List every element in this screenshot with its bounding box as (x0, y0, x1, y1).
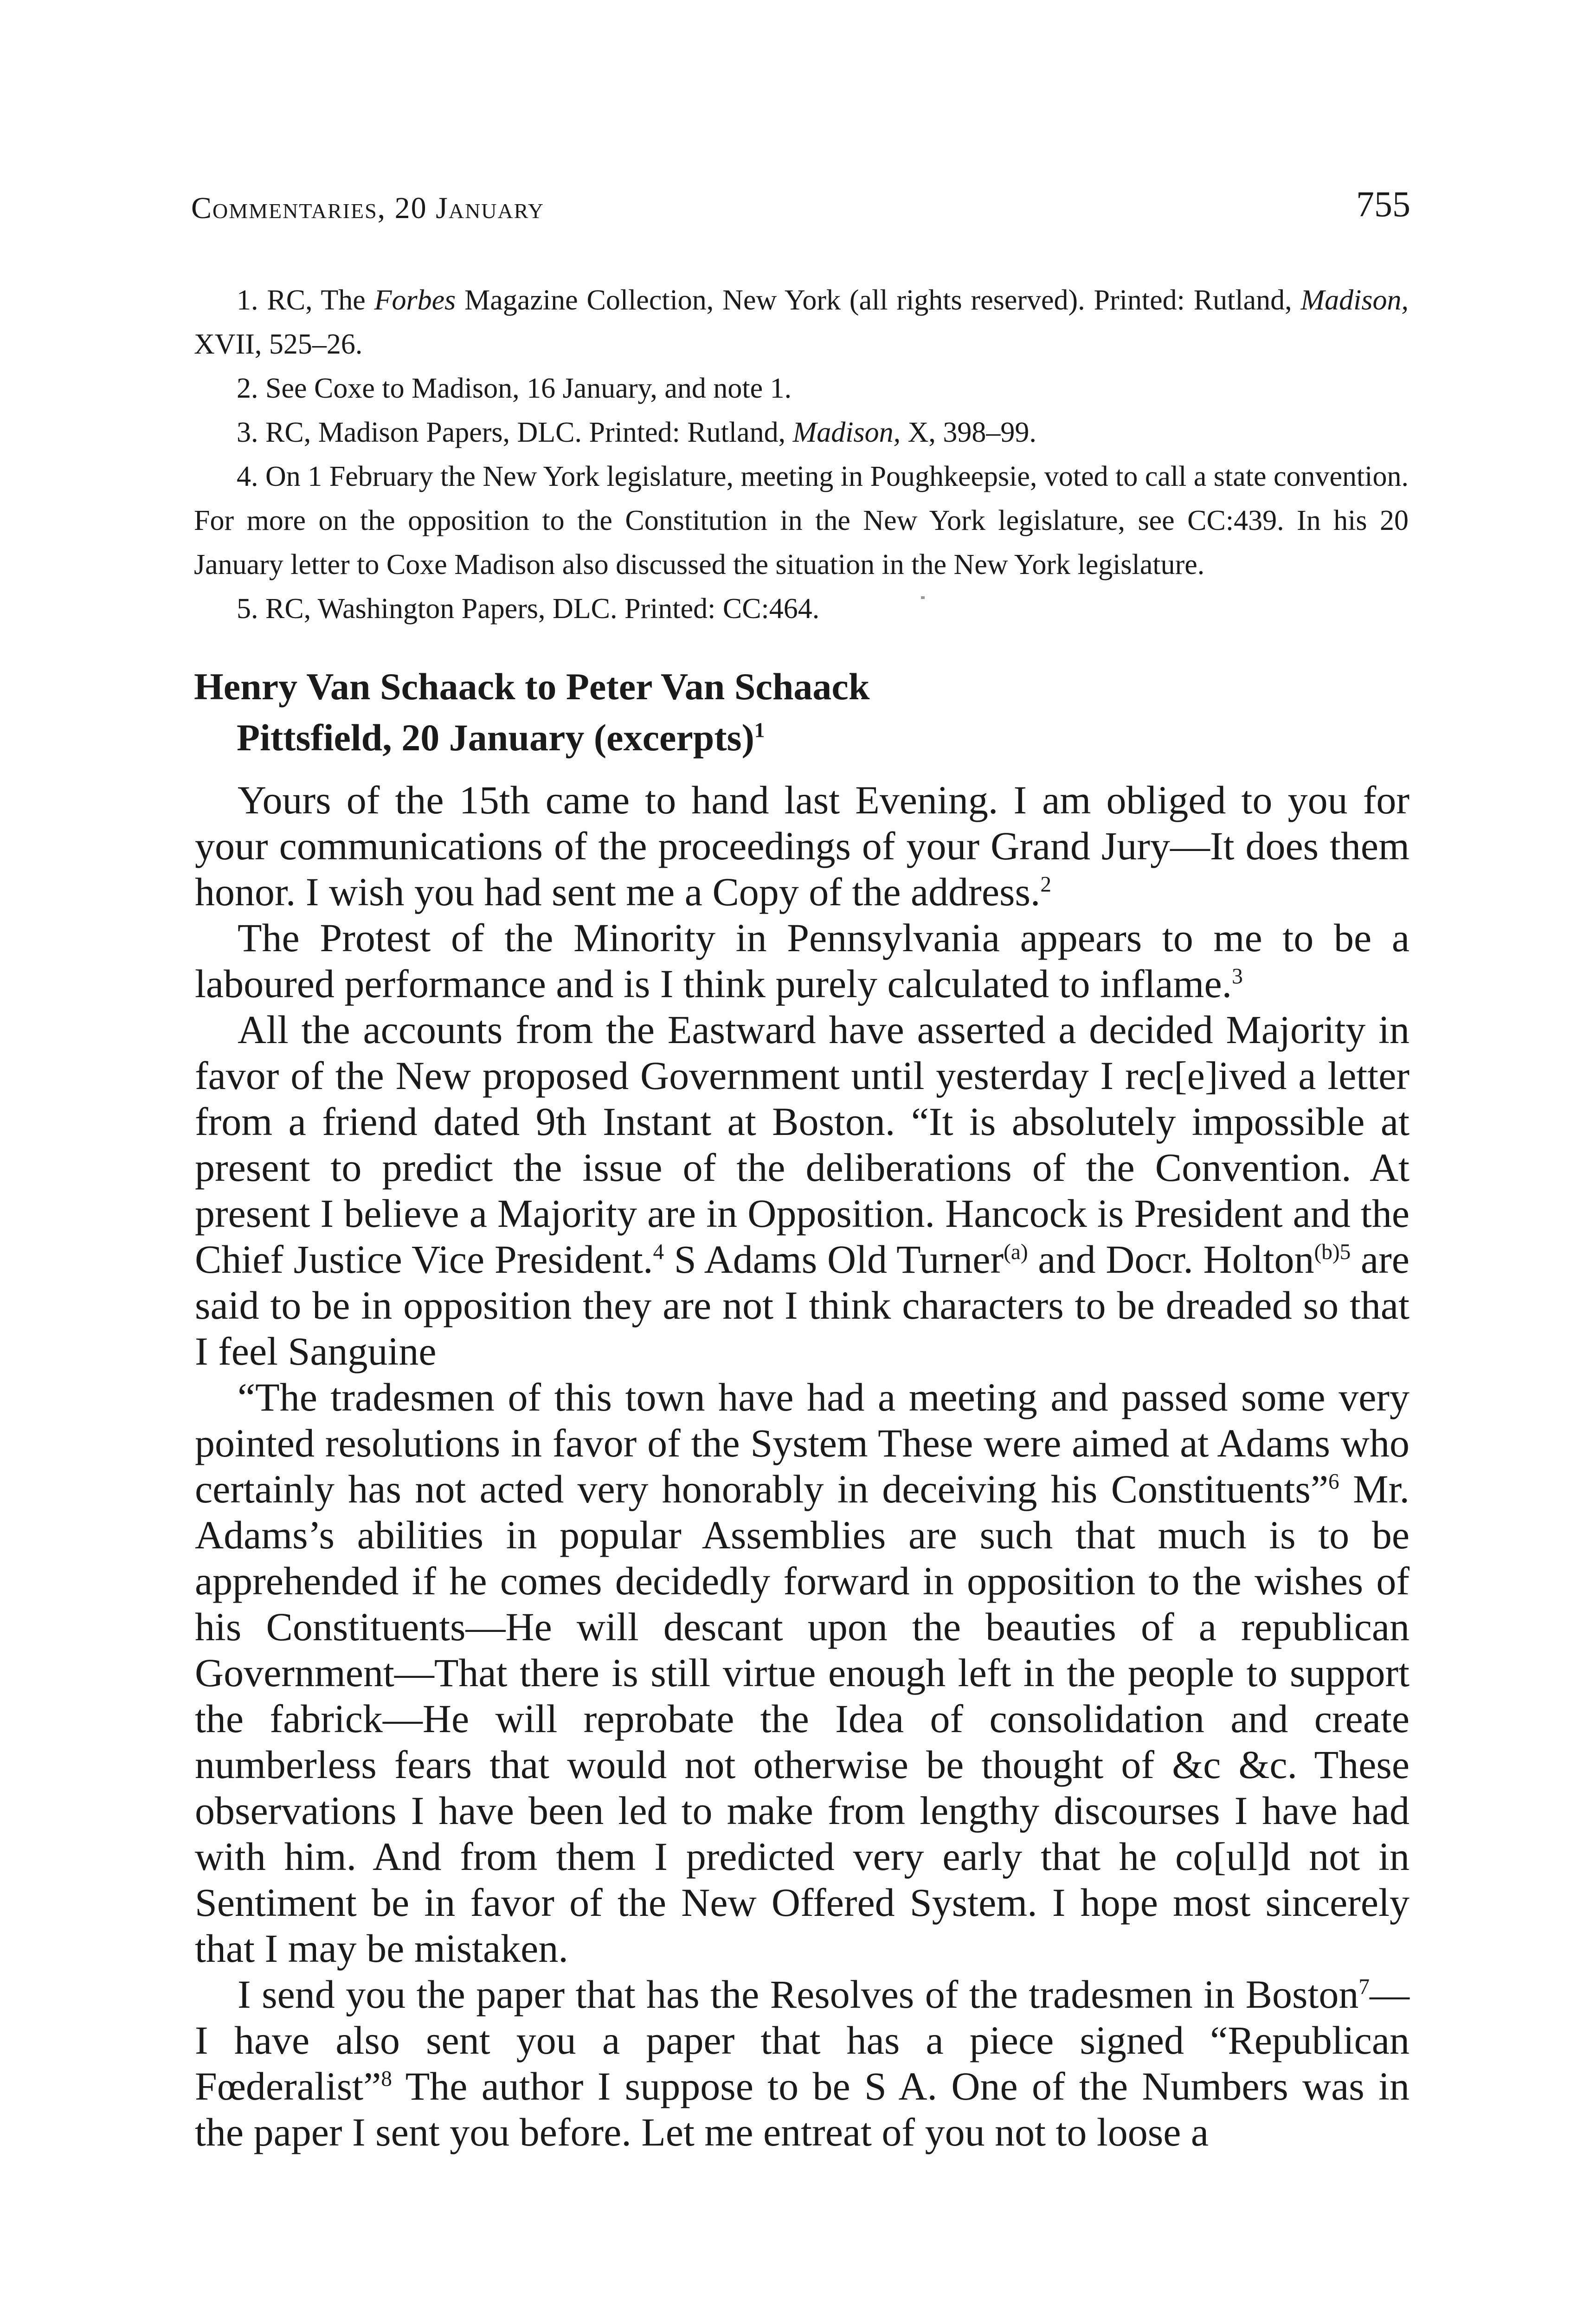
page-number: 755 (1356, 184, 1410, 224)
letter-heading-title: Henry Van Schaack to Peter Van Schaack (194, 665, 870, 708)
letter-body (195, 777, 1409, 2155)
footnote: 4. On 1 February the New York legislature, meeting in Poughkeepsie, voted to call a state convention. For more on the opposition to the Constitution in the New York legislature, see CC:439. In his 20 January letter to Coxe Madison also discussed the situation in the New York legislature. (194, 461, 1409, 580)
letter-heading-place-date: Pittsfield, 20 January (excerpts)$^1$ (237, 716, 765, 759)
body-paragraph: The Protest of the Minority in Pennsylvania appears to me to be a laboured performance and is I think purely calculated to inflame.$^3$ (195, 915, 1409, 1006)
footnote: 1. RC, The Forbes Magazine Collection, New York (all rights reserved). Printed: Rutland, Madison, XVII, 525–26. (194, 284, 1409, 360)
footnote: 5. RC, Washington Papers, DLC. Printed: CC:464. (237, 593, 820, 625)
note-reference: (a) (1004, 1240, 1028, 1264)
body-paragraph: “The tradesmen of this town have had a meeting and passed some very pointed resolutions in favor of the System These were aimed at Adams who certainly has not acted very honorably in deceiving his Constituents”$^6$ Mr. Adams’s abilities in popular Assemblies are such that much is to be apprehended if he comes decidedly forward in opposition to the wishes of his Constituents—He will descant upon the beauties of a republican Government—That there is still virtue enough left in the people to support the fabrick—He will reprobate the Idea of consolidation and create numberless fears that would not otherwise be thought of &c &c. These observations I have been led to make from lengthy discourses I have had with him. And from them I predicted very early that he co[ul]d not in Sentiment be in favor of the New Offered System. I hope most sincerely that I may be mistaken. (195, 1375, 1409, 1971)
running-title: Commentaries, 20 January (191, 191, 545, 225)
italic-text: Madison, (1300, 284, 1409, 316)
footnote: 3. RC, Madison Papers, DLC. Printed: Rutland, Madison, X, 398–99. (237, 417, 1036, 448)
footnote: 2. See Coxe to Madison, 16 January, and note 1. (237, 373, 792, 404)
body-paragraph: I send you the paper that has the Resolves of the tradesmen in Boston$^7$—I have also sent you a paper that has a piece signed “Republican Fœderalist”$^8$ The author I suppose to be S A. One of the Numbers was in the paper I sent you before. Let me entreat of you not to loose a (195, 1972, 1409, 2154)
note-reference: 7 (1358, 1975, 1370, 1999)
note-reference: 1 (754, 718, 765, 742)
body-paragraph: All the accounts from the Eastward have asserted a decided Majority in favor of the New proposed Government until yesterday I rec[e]ived a letter from a friend dated 9th Instant at Boston. “It is absolutely impossible at present to predict the issue of the deliberations of the Convention. At present I believe a Majority are in Opposition. Hancock is President and the Chief Justice Vice President.$^4$ S Adams Old Turner$^{(a)}$ and Docr. Holton$^{(b)5}$ are said to be in opposition they are not I think characters to be dreaded so that I feel Sanguine (195, 1007, 1409, 1373)
footnotes (194, 278, 1409, 631)
italic-text: Forbes (374, 284, 456, 316)
print-speck (921, 596, 925, 599)
body-paragraph: Yours of the 15th came to hand last Evening. I am obliged to you for your communications of the proceedings of your Grand Jury—It does them honor. I wish you had sent me a Copy of the address.$^2$ (195, 778, 1409, 914)
note-reference: 8 (381, 2067, 392, 2091)
note-reference: 3 (1232, 964, 1243, 989)
running-head (186, 184, 1410, 230)
note-reference: 6 (1328, 1469, 1339, 1494)
note-reference: 2 (1040, 872, 1052, 897)
italic-text: Madison, (792, 417, 901, 448)
note-reference: 4 (653, 1240, 664, 1264)
note-reference: (b)5 (1314, 1240, 1351, 1264)
letter-heading (194, 661, 1409, 763)
